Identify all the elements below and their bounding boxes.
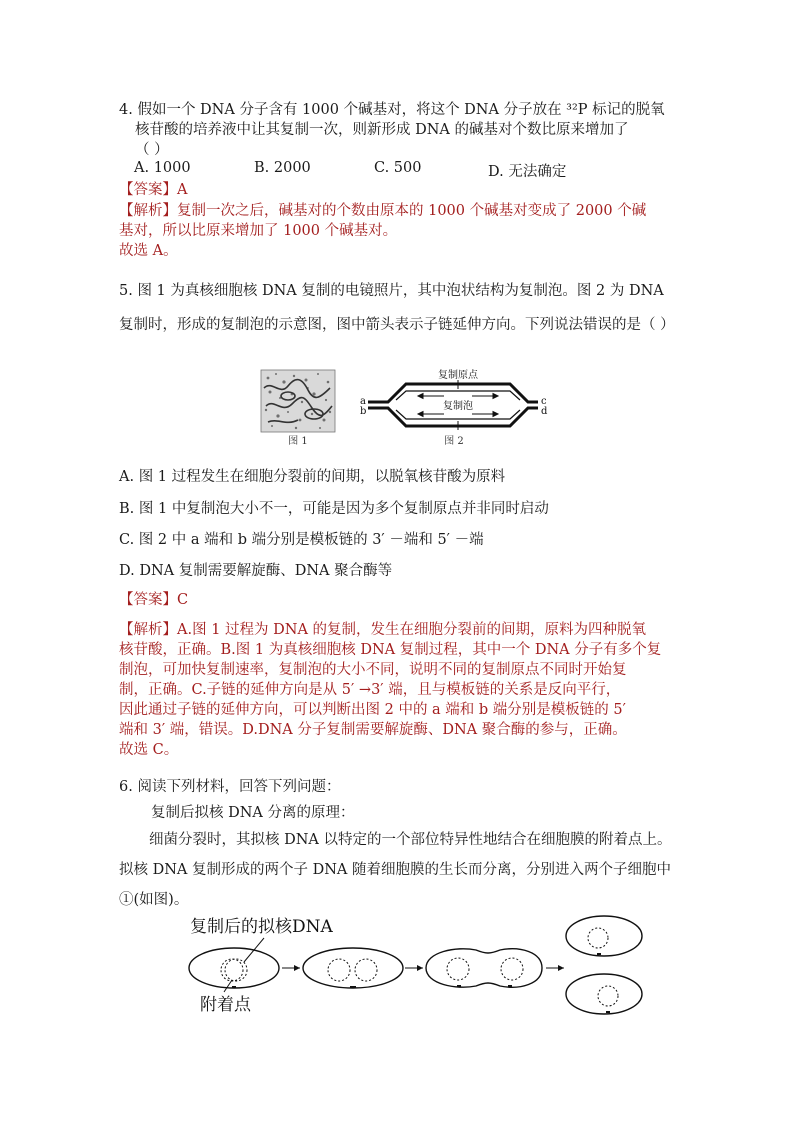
q5-stem: 5. 图 1 为真核细胞核 DNA 复制的电镜照片，其中泡状结构为复制泡。图 2 为 DNA 复制时，形成的复制泡的示意图，图中箭头表示子链延伸方向。下列说法错误的是（ ） bbox=[119, 283, 675, 333]
q4-explanation-line2: 基对，所以比原来增加了 1000 个碱基对。 bbox=[119, 223, 398, 239]
fig1-photo bbox=[261, 370, 335, 432]
q6-paragraph: 细菌分裂时，其拟核 DNA 以特定的一个部位特异性地结合在细胞膜的附着点上。拟核 DNA 复制形成的两个子 DNA 随着细胞膜的生长而分离，分别进入两个子细胞中①(如图)。 bbox=[119, 832, 672, 908]
origin-label: 复制原点 bbox=[438, 370, 478, 381]
q5-explanation bbox=[119, 620, 679, 760]
q4-option-a: A. 1000 bbox=[134, 160, 191, 176]
q5-conclusion: 故选 C。 bbox=[119, 742, 179, 758]
q4-option-d: D. 无法确定 bbox=[488, 164, 567, 180]
q4-conclusion: 故选 A。 bbox=[119, 243, 178, 259]
q5-explanation-line2: 核苷酸，正确。B.图 1 为真核细胞核 DNA 复制过程，其中一个 DNA 分子有多个复 bbox=[119, 642, 662, 658]
bubble-label: 复制泡 bbox=[443, 401, 473, 412]
fig1-caption: 图 1 bbox=[288, 436, 308, 447]
end-c-label: c bbox=[541, 396, 547, 407]
fig2-caption: 图 2 bbox=[444, 436, 464, 447]
q5-explanation-line4: 制，正确。C.子链的延伸方向是从 5′ →3′ 端，且与模板链的关系是反向平行， bbox=[119, 682, 621, 698]
question-6 bbox=[119, 777, 679, 915]
attachment-label: 附着点 bbox=[200, 995, 251, 1015]
q4-explanation bbox=[119, 201, 679, 261]
q4-option-b: B. 2000 bbox=[254, 160, 311, 176]
q4-stem-line2: 核苷酸的培养液中让其复制一次，则新形成 DNA 的碱基对个数比原来增加了 bbox=[135, 122, 629, 138]
q4-option-c: C. 500 bbox=[374, 160, 422, 176]
end-d-label: d bbox=[541, 406, 548, 417]
question-4 bbox=[119, 100, 679, 160]
q5-option-a: A. 图 1 过程发生在细胞分裂前的间期，以脱氧核苷酸为原料 bbox=[119, 469, 506, 485]
fig2-diagram bbox=[360, 368, 548, 430]
end-b-label: b bbox=[360, 406, 367, 417]
q4-explanation-line1: 【解析】复制一次之后，碱基对的个数由原本的 1000 个碱基对变成了 2000 个碱 bbox=[119, 203, 647, 219]
cell-stage-1 bbox=[189, 948, 279, 988]
q5-explanation-line6: 端和 3′ 端，错误。D.DNA 分子复制需要解旋酶、DNA 聚合酶的参与，正确。 bbox=[119, 722, 627, 738]
q4-options bbox=[134, 160, 694, 180]
q5-option-d: D. DNA 复制需要解旋酶、DNA 聚合酶等 bbox=[119, 563, 393, 579]
q5-answer: 【答案】C bbox=[119, 592, 189, 608]
q5-figure bbox=[258, 368, 548, 448]
daughter-cell-top bbox=[566, 916, 642, 956]
q5-explanation-line5: 因此通过子链的延伸方向，可以判断出图 2 中的 a 端和 b 端分别是模板链的 5′ bbox=[119, 702, 626, 718]
q4-stem-line1: 4. 假如一个 DNA 分子含有 1000 个碱基对，将这个 DNA 分子放在 ³²P 标记的脱氧 bbox=[119, 102, 665, 118]
q6-stem: 6. 阅读下列材料，回答下列问题： bbox=[119, 779, 341, 795]
q4-answer: 【答案】A bbox=[119, 182, 188, 198]
q6-subtitle: 复制后拟核 DNA 分离的原理： bbox=[151, 805, 355, 821]
nucleoid-label: 复制后的拟核DNA bbox=[190, 917, 333, 937]
q5-explanation-line3: 制泡，可加快复制速率，复制泡的大小不同，说明不同的复制原点不同时开始复 bbox=[119, 662, 627, 678]
q5-explanation-line1: 【解析】A.图 1 过程为 DNA 的复制，发生在细胞分裂前的间期，原料为四种脱氧 bbox=[119, 622, 647, 638]
cell-stage-2 bbox=[303, 948, 403, 988]
q4-stem-line3: （ ） bbox=[135, 142, 169, 158]
q5-option-c: C. 图 2 中 a 端和 b 端分别是模板链的 3′ －端和 5′ －端 bbox=[119, 532, 484, 548]
q6-figure bbox=[186, 912, 666, 1022]
daughter-cell-bottom bbox=[566, 974, 642, 1014]
q5-option-b: B. 图 1 中复制泡大小不一，可能是因为多个复制原点并非同时启动 bbox=[119, 501, 549, 517]
end-a-label: a bbox=[360, 396, 366, 407]
cell-stage-3 bbox=[426, 949, 542, 987]
